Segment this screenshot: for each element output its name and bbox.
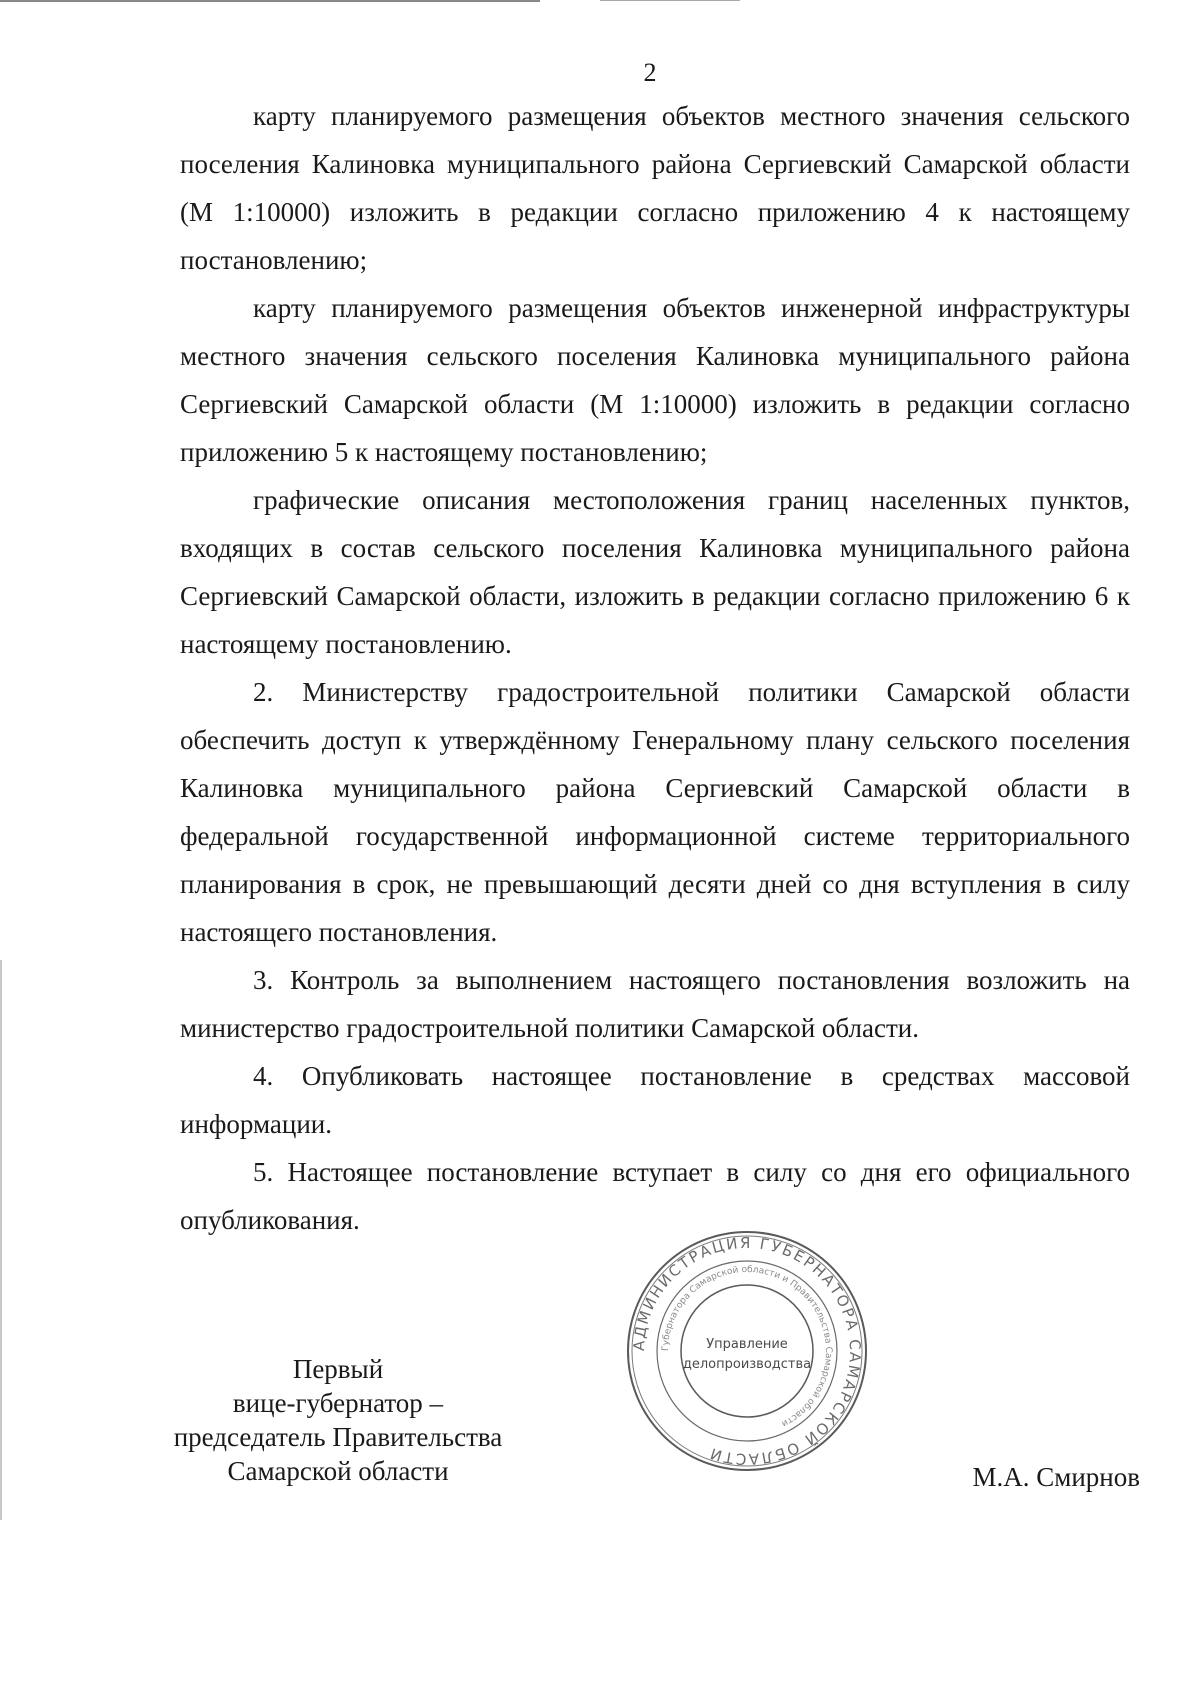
signer-name: М.А. Смирнов: [972, 1462, 1140, 1492]
paragraph-clause-5: 5. Настоящее постановление вступает в силу со дня его официального опубликования.: [180, 1157, 1130, 1235]
scan-edge-top: [0, 0, 540, 2]
scan-edge-left: [0, 960, 2, 1520]
seal-center-line-2: делопроизводства: [682, 1357, 812, 1372]
scan-edge-top-secondary: [600, 0, 740, 1]
document-body: [180, 92, 1130, 1244]
seal-center-line-1: Управление: [706, 1337, 788, 1352]
signer-position-line-3: председатель Правительства: [173, 1422, 503, 1452]
signer-position-line-4: Самарской области: [227, 1456, 449, 1486]
official-seal: [622, 1226, 872, 1476]
paragraph-clause-2: 2. Министерству градостроительной политики Самарской области обеспечить доступ к утверждённому Генеральному плану сельского поселения Калиновка муниципального района Сергиевский Самарской области в федеральной государственной информационной системе территориального планирования в срок, не превышающий десяти дней со дня вступления в силу настоящего постановления.: [180, 677, 1130, 947]
paragraph-appendix-5: карту планируемого размещения объектов инженерной инфраструктуры местного значения сельского поселения Калиновка муниципального района Сергиевский Самарской области (М 1:10000) изложить в редакции согласно приложению 5 к настоящему постановлению;: [180, 293, 1130, 467]
paragraph-appendix-4: карту планируемого размещения объектов местного значения сельского поселения Калиновка муниципального района Сергиевский Самарской области (М 1:10000) изложить в редакции согласно приложению 4 к настоящему постановлению;: [180, 101, 1130, 275]
paragraph-clause-4: 4. Опубликовать настоящее постановление в средствах массовой информации.: [180, 1061, 1130, 1139]
signer-position-line-1: Первый: [292, 1354, 384, 1384]
page-number: 2: [643, 58, 657, 87]
paragraph-appendix-6: графические описания местоположения границ населенных пунктов, входящих в состав сельского поселения Калиновка муниципального района Сергиевский Самарской области, изложить в редакции согласно приложению 6 к настоящему постановлению.: [180, 485, 1130, 659]
seal-inner-text-path: Губернатора Самарской области и Правительства Самарской области: [660, 1264, 834, 1429]
paragraph-clause-3: 3. Контроль за выполнением настоящего постановления возложить на министерство градостроительной политики Самарской области.: [180, 965, 1130, 1043]
seal-outer-text-path: АДМИНИСТРАЦИЯ ГУБЕРНАТОРА САМАРСКОЙ ОБЛАСТИ: [629, 1233, 865, 1469]
signer-position-line-2: вице-губернатор –: [232, 1388, 444, 1418]
official-seal-graphic: [622, 1226, 872, 1476]
signer-position: [128, 1352, 548, 1488]
